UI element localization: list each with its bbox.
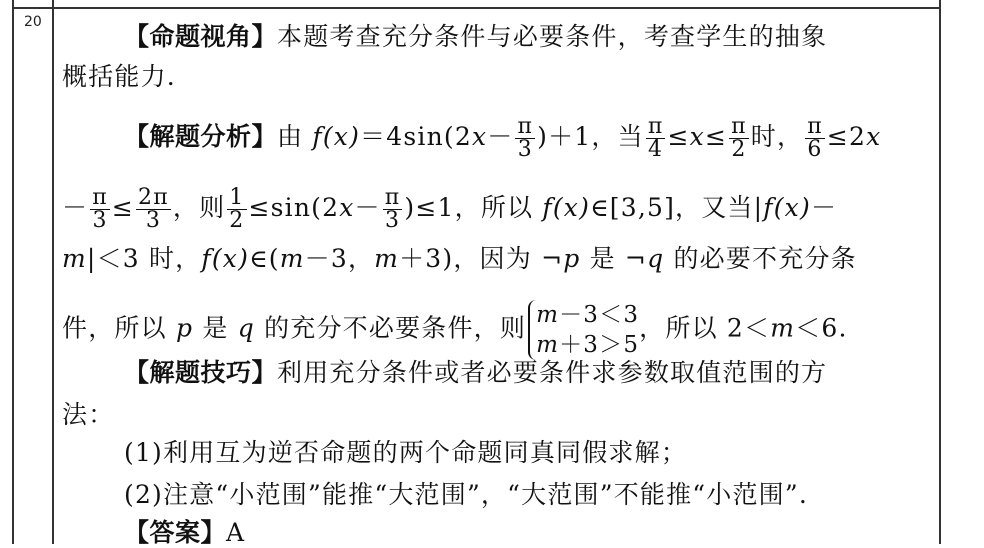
fraction-2pi-3: $\frac{2\pi}{3}$ [138, 185, 169, 233]
left-border [12, 0, 14, 544]
technique-item-1: (1)利用互为逆否命题的两个命题同真同假求解； [124, 438, 688, 467]
perspective-line-2 [62, 62, 176, 92]
row-number: 20 [24, 14, 42, 30]
analysis-line-3: m|＜3 时，f(x)∈(m－3，m＋3)，因为 ¬p 是 ¬q 的必要不充分条 [62, 244, 857, 273]
top-border [12, 7, 941, 9]
perspective-text-cont: 概括能力. [62, 62, 176, 91]
technique-text: 利用充分条件或者必要条件求参数取值范围的方 [277, 358, 828, 387]
fraction-pi-6: $\frac{\pi}{6}$ [807, 114, 823, 162]
fraction-pi-3: $\frac{\pi}{3}$ [92, 185, 108, 233]
fraction-1-2: $\frac{1}{2}$ [229, 185, 245, 233]
fraction-pi-4: $\frac{\pi}{4}$ [647, 114, 664, 162]
technique-heading: 【解题技巧】 [124, 358, 278, 387]
perspective-line-1 [124, 22, 827, 52]
inequality-system: m－3＜3 m＋3＞5 [528, 300, 639, 360]
perspective-heading: 【命题视角】 [124, 22, 278, 51]
perspective-text: 本题考查充分条件与必要条件，考查学生的抽象 [277, 22, 828, 51]
analysis-line-2: － $\frac{\pi}{3}$ ≤ $\frac{2\pi}{3}$ ，则 $\frac{1}{2}$ ≤sin(2x－ $\frac{\pi}{3}$ )≤1，所以 f(x)∈[3,5]，又当|f(x)－ [62, 185, 838, 233]
fraction-pi-3: $\frac{\pi}{3}$ [384, 185, 401, 233]
answer-heading: 【答案】 [124, 518, 227, 547]
analysis-line-4: 件，所以 p 是 q 的充分不必要条件，则 m－3＜3 m＋3＞5 ，所以 2＜m＜6. [62, 302, 848, 358]
right-border [939, 0, 941, 544]
technique-line-1 [124, 358, 827, 388]
analysis-line-1: 【解题分析】由 f(x)＝4sin(2x－ $\frac{\pi}{3}$ )＋1，当 $\frac{\pi}{4}$ ≤x≤ $\frac{\pi}{2}$ 时， $\frac{\pi}{6}$ ≤2x [124, 114, 882, 162]
technique-item-2: (2)注意“小范围”能推“大范围”，“大范围”不能推“小范围”. [124, 480, 809, 509]
technique-line-2: 法： [62, 400, 115, 429]
fraction-pi-2: $\frac{\pi}{2}$ [731, 114, 747, 162]
answer-value: A [226, 518, 246, 547]
analysis-heading: 【解题分析】 [124, 122, 278, 151]
column-divider [52, 0, 54, 544]
fraction-pi-3: $\frac{\pi}{3}$ [517, 114, 534, 162]
